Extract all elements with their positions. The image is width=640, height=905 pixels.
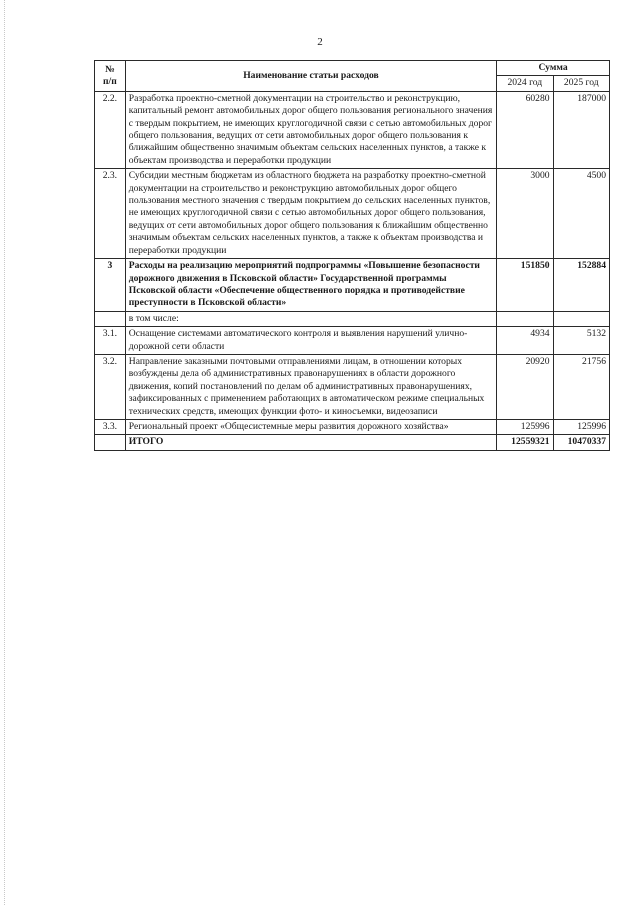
- row-number: [95, 435, 126, 450]
- table-row: [95, 91, 610, 168]
- row-value-2025: 125996: [553, 419, 609, 434]
- row-value-2024: 3000: [497, 169, 553, 259]
- row-value-2025: 5132: [553, 327, 609, 355]
- row-item-name: Расходы на реализацию мероприятий подпрограммы «Повышение безопасности дорожного движения в Псковской области» Государственной программы Псковской области «Обеспечение общественного порядка и противодействие преступности в Псковской области»: [125, 259, 496, 312]
- header-number: № п/п: [95, 61, 126, 92]
- row-value-2025: 21756: [553, 354, 609, 419]
- table-row: [95, 327, 610, 355]
- row-item-name: Оснащение системами автоматического контроля и выявления нарушений улично-дорожной сети области: [125, 327, 496, 355]
- row-number: 3.3.: [95, 419, 126, 434]
- header-row: [95, 61, 610, 76]
- page-number: 2: [317, 36, 323, 48]
- row-item-name: Направление заказными почтовыми отправлениями лицам, в отношении которых возбуждены дела об административных правонарушениях в области дорожного движения, копий постановлений по делам об административных правонарушениях, зафиксированных с применением работающих в автоматическом режиме специальных технических средств, имеющих функции фото- и киносъемки, видеозаписи: [125, 354, 496, 419]
- table-row: [95, 354, 610, 419]
- scan-edge: [4, 0, 6, 905]
- row-item-name: в том числе:: [125, 311, 496, 326]
- table-row: [95, 311, 610, 326]
- expenses-table: [94, 60, 610, 451]
- row-item-name: Региональный проект «Общесистемные меры развития дорожного хозяйства»: [125, 419, 496, 434]
- row-value-2024: 125996: [497, 419, 553, 434]
- row-item-name: Разработка проектно-сметной документации на строительство и реконструкцию, капитальный ремонт автомобильных дорог общего пользования регионального значения с твердым покрытием, не имеющих круглогодичной связи с сетью автомобильных дорог общего пользования, ведущих от сети автомобильных дорог общего пользования к ближайшим общественно значимым объектам сельских населенных пунктов, а также к объектам производства и переработки продукции: [125, 91, 496, 168]
- row-number: 3: [95, 259, 126, 312]
- row-value-2024: 12559321: [497, 435, 553, 450]
- row-number: [95, 311, 126, 326]
- header-year-2024: 2024 год: [497, 76, 553, 91]
- table-row: [95, 169, 610, 259]
- row-item-name: ИТОГО: [125, 435, 496, 450]
- row-value-2025: 10470337: [553, 435, 609, 450]
- header-sum: Сумма: [497, 61, 610, 76]
- table-row: [95, 259, 610, 312]
- row-value-2025: 4500: [553, 169, 609, 259]
- row-number: 3.2.: [95, 354, 126, 419]
- row-number: 2.2.: [95, 91, 126, 168]
- table-row: [95, 419, 610, 434]
- row-item-name: Субсидии местным бюджетам из областного бюджета на разработку проектно-сметной документации на строительство и реконструкцию автомобильных дорог общего пользования местного значения с твердым покрытием до сельских населенных пунктов, не имеющих круглогодичной связи с сетью автомобильных дорог общего пользования, ведущих от сети автомобильных дорог общего пользования к ближайшим общественно значимым объектам сельских населенных пунктов, а также к объектам производства и переработки продукции: [125, 169, 496, 259]
- row-number: 3.1.: [95, 327, 126, 355]
- header-item-name: Наименование статьи расходов: [125, 61, 496, 92]
- row-value-2025: 152884: [553, 259, 609, 312]
- table-row: [95, 435, 610, 450]
- row-value-2025: [553, 311, 609, 326]
- row-value-2024: 60280: [497, 91, 553, 168]
- row-value-2024: 4934: [497, 327, 553, 355]
- row-number: 2.3.: [95, 169, 126, 259]
- row-value-2024: 151850: [497, 259, 553, 312]
- row-value-2024: 20920: [497, 354, 553, 419]
- row-value-2024: [497, 311, 553, 326]
- header-year-2025: 2025 год: [553, 76, 609, 91]
- row-value-2025: 187000: [553, 91, 609, 168]
